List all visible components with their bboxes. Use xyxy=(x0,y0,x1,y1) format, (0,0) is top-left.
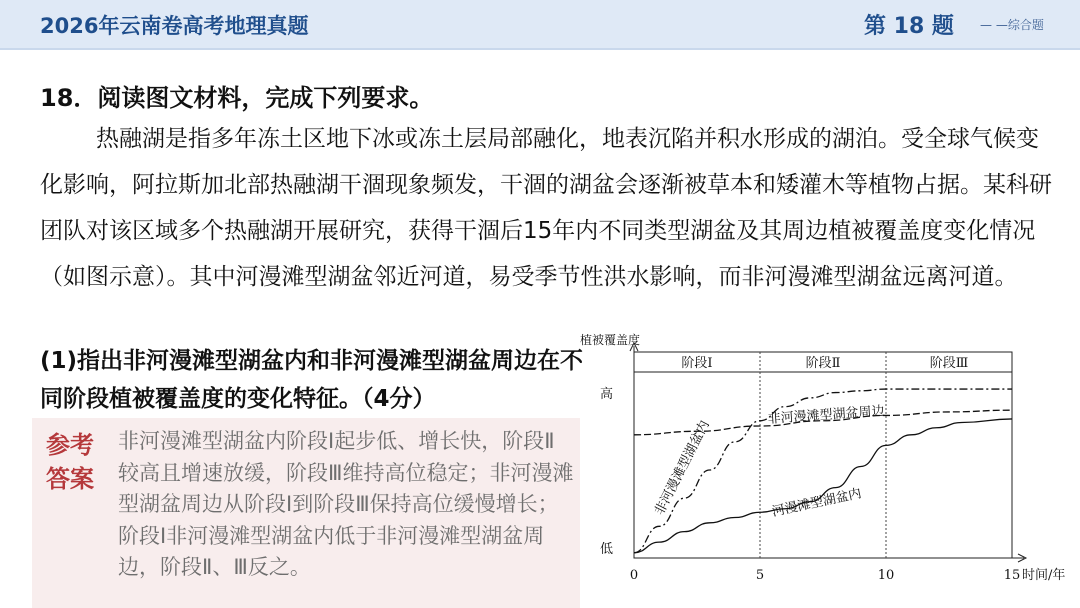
y-axis-label: 植被覆盖度 xyxy=(580,333,641,347)
answer-box xyxy=(32,418,580,608)
header-bar xyxy=(0,0,1080,50)
question-number: 第 18 题 xyxy=(864,14,954,39)
y-low-label: 低 xyxy=(600,542,614,557)
passage xyxy=(40,116,1052,300)
passage-text: 热融湖是指多年冻土区地下冰或冻土层局部融化，地表沉陷并积水形成的湖泊。受全球气候变化影响，阿拉斯加北部热融湖干涸现象频发，干涸的湖盆会逐渐被草本和矮灌木等植物占据。某科研团队对该区域多个热融湖开展研究，获得干涸后15年内不同类型湖盆及其周边植被覆盖度变化情况（如图示意）。其中河漫滩型湖盆邻近河道，易受季节性洪水影响，而非河漫滩型湖盆远离河道。 xyxy=(40,126,1052,290)
stage-label: 阶段Ⅲ xyxy=(929,356,969,371)
x-tick-label: 10 xyxy=(877,568,895,583)
question-type: — —综合题 xyxy=(980,18,1044,32)
series-label: 河漫滩型湖盆内 xyxy=(770,486,863,520)
header-title: 2026年云南卷高考地理真题 xyxy=(40,14,309,38)
x-tick-label: 5 xyxy=(755,568,765,583)
x-tick-label: 0 xyxy=(629,568,639,583)
sub-question: (1)指出非河漫滩型湖盆内和非河漫滩型湖盆周边在不同阶段植被覆盖度的变化特征。（4分） xyxy=(40,348,584,412)
vegetation-chart xyxy=(580,330,1080,588)
series-label: 非河漫滩型湖盆内 xyxy=(652,418,713,518)
question-heading: 18．阅读图文材料，完成下列要求。 xyxy=(40,84,434,112)
stage-label: 阶段Ⅰ xyxy=(681,356,713,371)
x-tick-label: 15 xyxy=(1003,568,1021,583)
x-axis-label: 时间/年 xyxy=(1022,568,1066,583)
answer-text: 非河漫滩型湖盆内阶段Ⅰ起步低、增长快，阶段Ⅱ较高且增速放缓，阶段Ⅲ维持高位稳定；非河漫滩型湖盆周边从阶段Ⅰ到阶段Ⅲ保持高位缓慢增长；阶段Ⅰ非河漫滩型湖盆内低于非河漫滩型湖盆周边，阶段Ⅱ、Ⅲ反之。 xyxy=(118,429,574,579)
answer-tag: 参考答案 xyxy=(46,431,94,493)
series-label: 非河漫滩型湖盆周边 xyxy=(767,403,886,427)
stage-label: 阶段Ⅱ xyxy=(805,356,841,371)
y-high-label: 高 xyxy=(600,387,614,402)
